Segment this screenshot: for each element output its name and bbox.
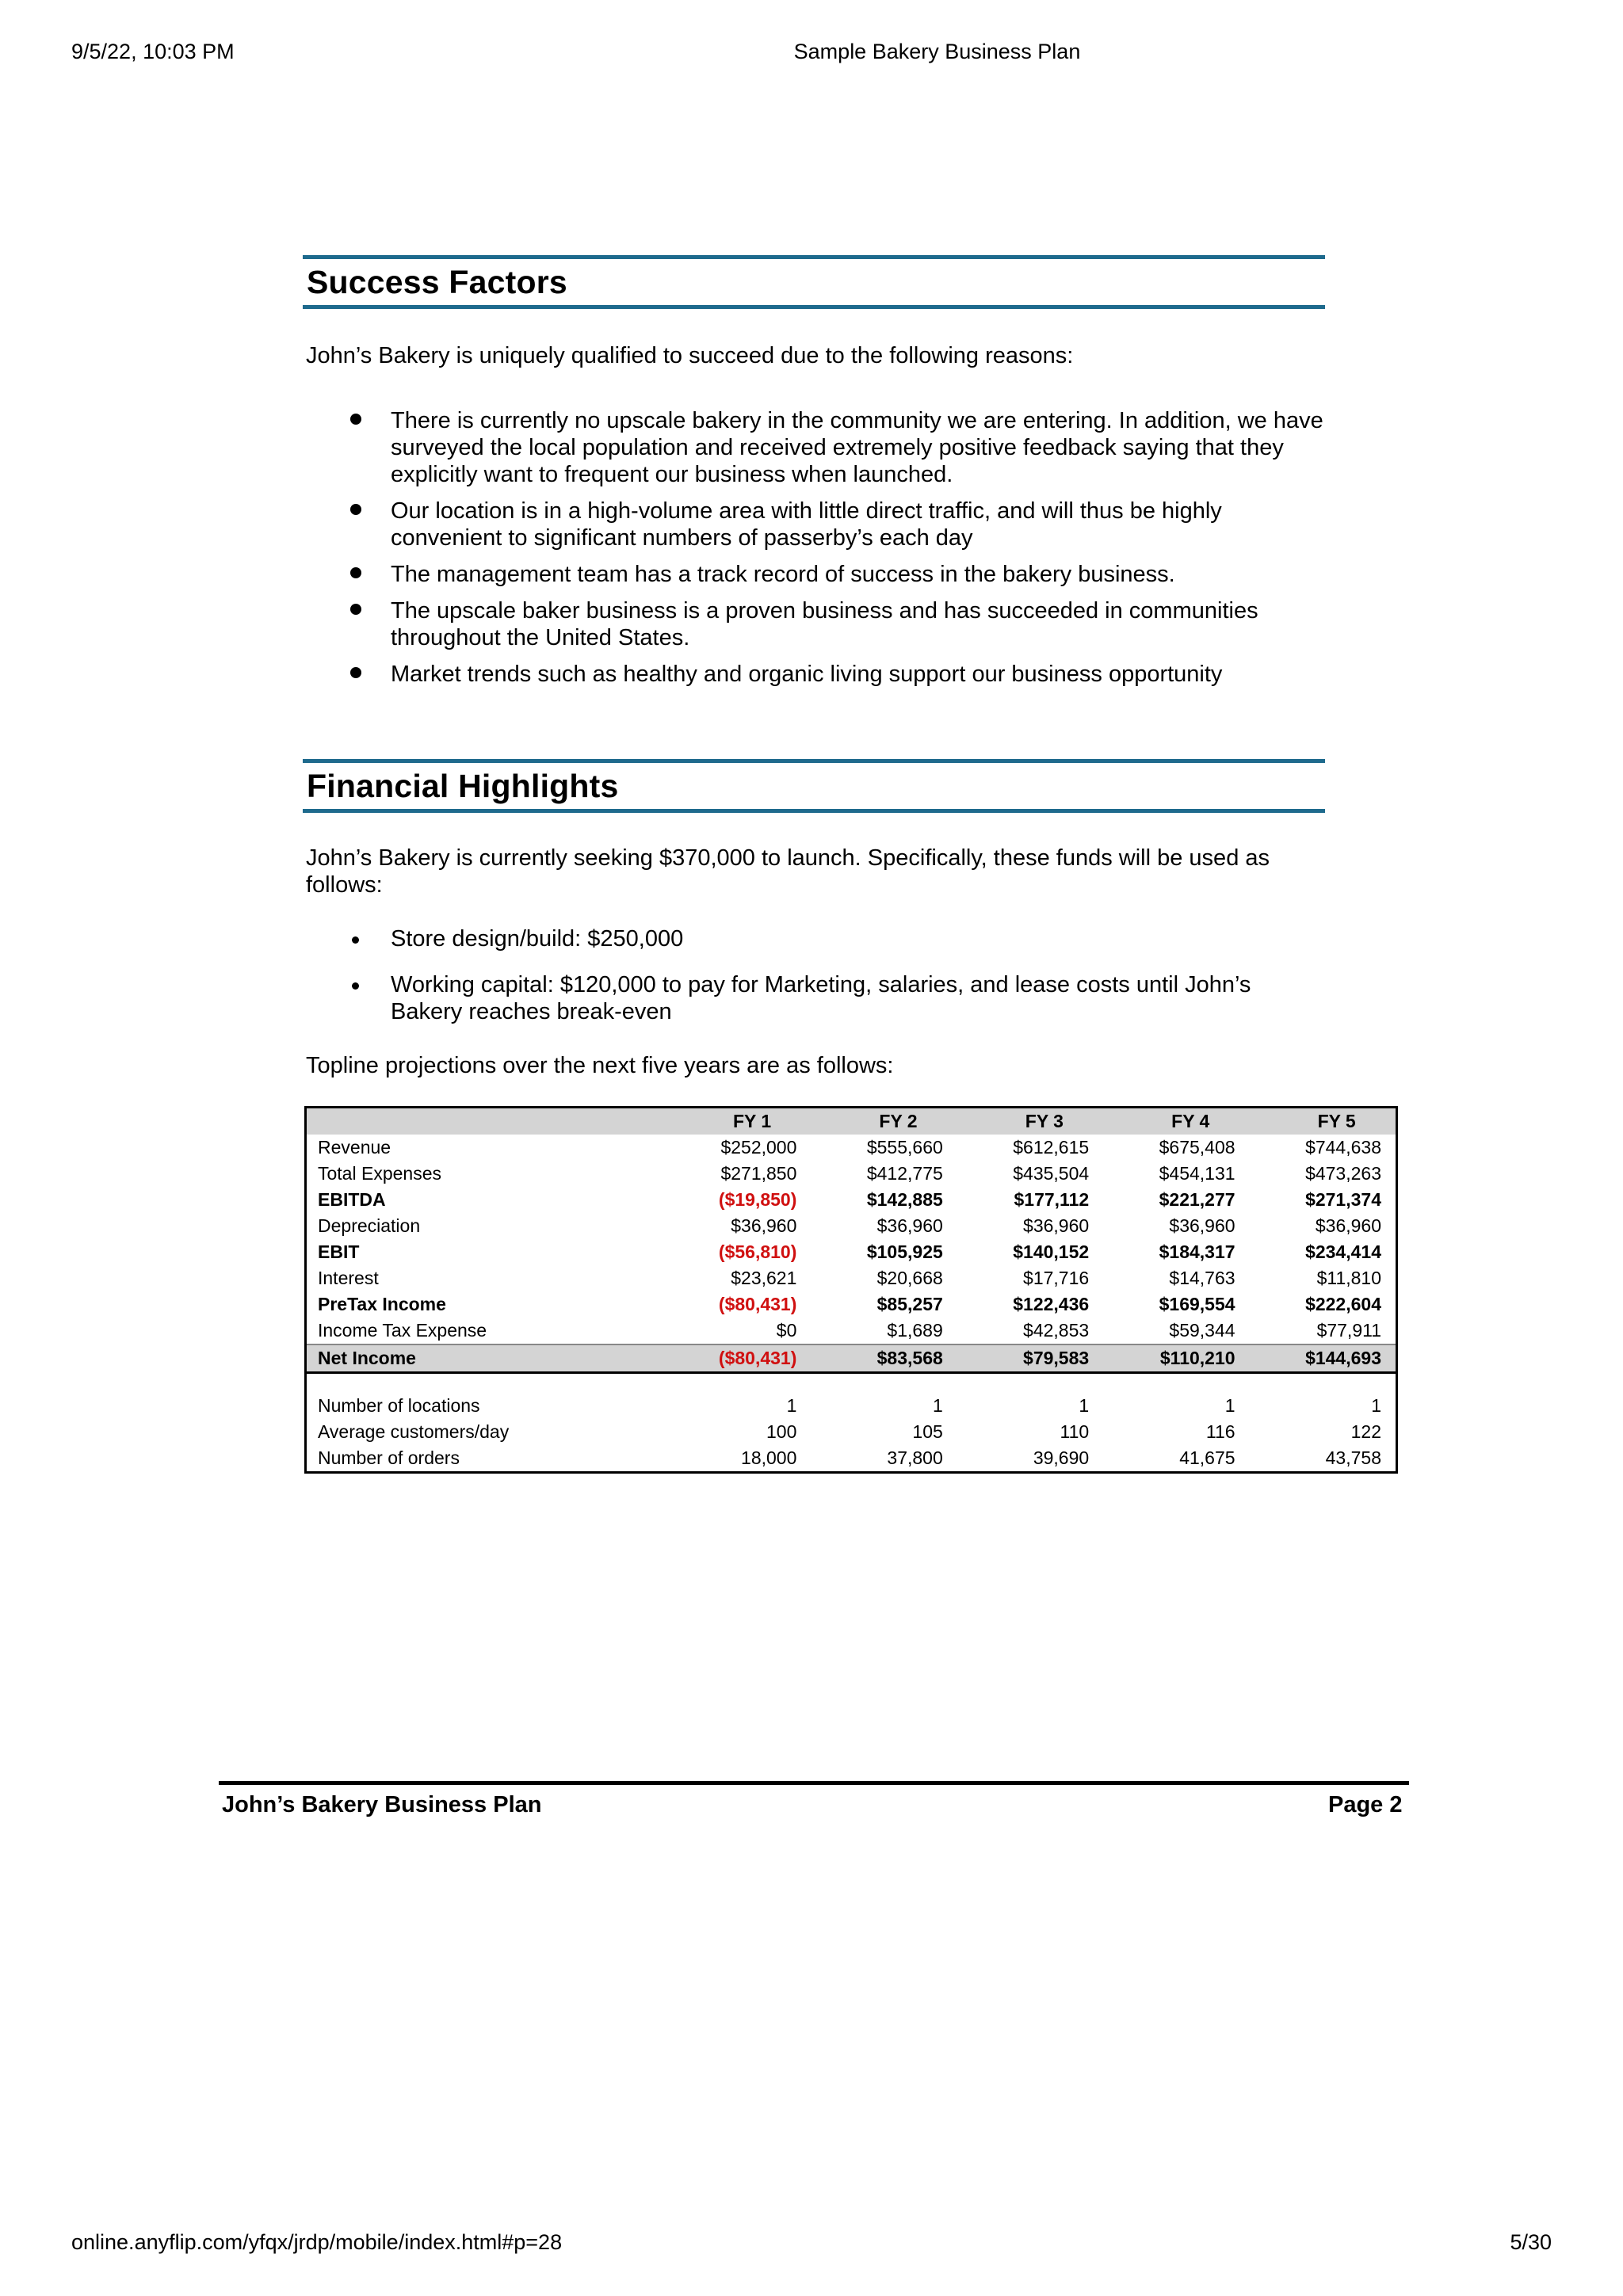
bullet-icon: [352, 936, 359, 944]
table-row: Average customers/day 100 105 110 116 122: [318, 1421, 1381, 1442]
list-item: Our location is in a high-volume area with little direct traffic, and will thus be highly convenient to significant numbers of passerby’s each day: [306, 498, 1328, 551]
table-row: Interest $23,621 $20,668 $17,716 $14,763 $11,810: [318, 1268, 1381, 1288]
table-header-row: [307, 1108, 1396, 1135]
bullet-icon: [350, 414, 361, 425]
financial-highlights-heading-bar: [303, 759, 1325, 813]
table-header-blank: [307, 1108, 665, 1135]
table-row: Income Tax Expense $0 $1,689 $42,853 $59,344 $77,911: [318, 1320, 1381, 1341]
document-footer-title: John’s Bakery Business Plan: [222, 1792, 542, 1817]
table-row: Depreciation $36,960 $36,960 $36,960 $36,960 $36,960: [318, 1215, 1381, 1236]
table-row: Number of orders 18,000 37,800 39,690 41,675 43,758: [318, 1447, 1381, 1468]
bullet-icon: [350, 504, 361, 515]
print-title: Sample Bakery Business Plan: [793, 40, 1081, 63]
column-header: FY 4: [1103, 1108, 1249, 1135]
success-factors-heading-bar: [303, 255, 1325, 309]
table-row: Number of locations 1 1 1 1 1: [318, 1395, 1381, 1416]
column-header: FY 3: [957, 1108, 1103, 1135]
projections-table: [304, 1106, 1398, 1474]
financial-highlights-heading: Financial Highlights: [307, 768, 619, 804]
table-row: Total Expenses $271,850 $412,775 $435,504 $454,131 $473,263: [318, 1163, 1381, 1184]
print-timestamp: 9/5/22, 10:03 PM: [71, 40, 235, 63]
list-item: The management team has a track record of success in the bakery business.: [306, 561, 1328, 588]
projections-intro: Topline projections over the next five years are as follows:: [306, 1053, 894, 1078]
table-row: PreTax Income ($80,431) $85,257 $122,436 $169,554 $222,604: [318, 1294, 1381, 1314]
column-header: FY 1: [665, 1108, 811, 1135]
column-header: FY 2: [811, 1108, 957, 1135]
table-row: EBIT ($56,810) $105,925 $140,152 $184,317 $234,414: [318, 1241, 1381, 1262]
table-row-net-income: Net Income ($80,431) $83,568 $79,583 $110,210 $144,693: [307, 1344, 1396, 1373]
success-intro: John’s Bakery is uniquely qualified to succeed due to the following reasons:: [306, 343, 1074, 368]
bullet-icon: [350, 667, 361, 678]
list-item: The upscale baker business is a proven business and has succeeded in communities throughout the United States.: [306, 597, 1328, 651]
table-row: EBITDA ($19,850) $142,885 $177,112 $221,277 $271,374: [318, 1189, 1381, 1210]
print-url: online.anyflip.com/yfqx/jrdp/mobile/index.html#p=28: [71, 2230, 563, 2254]
list-item: Working capital: $120,000 to pay for Marketing, salaries, and lease costs until John’s Bakery reaches break-even: [306, 971, 1328, 1025]
footer-rule: [219, 1781, 1409, 1785]
list-item: Market trends such as healthy and organic living support our business opportunity: [306, 661, 1328, 688]
financial-intro: John’s Bakery is currently seeking $370,000 to launch. Specifically, these funds will be used as follows:: [306, 845, 1270, 898]
funds-list: [306, 925, 1328, 1025]
success-list: [306, 407, 1328, 688]
document-page-number: Page 2: [1328, 1792, 1403, 1817]
bullet-icon: [350, 567, 361, 578]
table-row: Revenue $252,000 $555,660 $612,615 $675,408 $744,638: [318, 1137, 1381, 1158]
bullet-icon: [350, 604, 361, 615]
print-page-counter: 5/30: [1510, 2230, 1552, 2254]
bullet-icon: [352, 982, 359, 990]
success-factors-heading: Success Factors: [307, 264, 567, 300]
table-spacer: [307, 1373, 1396, 1394]
column-header: FY 5: [1250, 1108, 1396, 1135]
list-item: Store design/build: $250,000: [306, 925, 1328, 952]
list-item: There is currently no upscale bakery in the community we are entering. In addition, we have surveyed the local population and received extremely positive feedback saying that they explicitly want to frequent our business when launched.: [306, 407, 1328, 488]
